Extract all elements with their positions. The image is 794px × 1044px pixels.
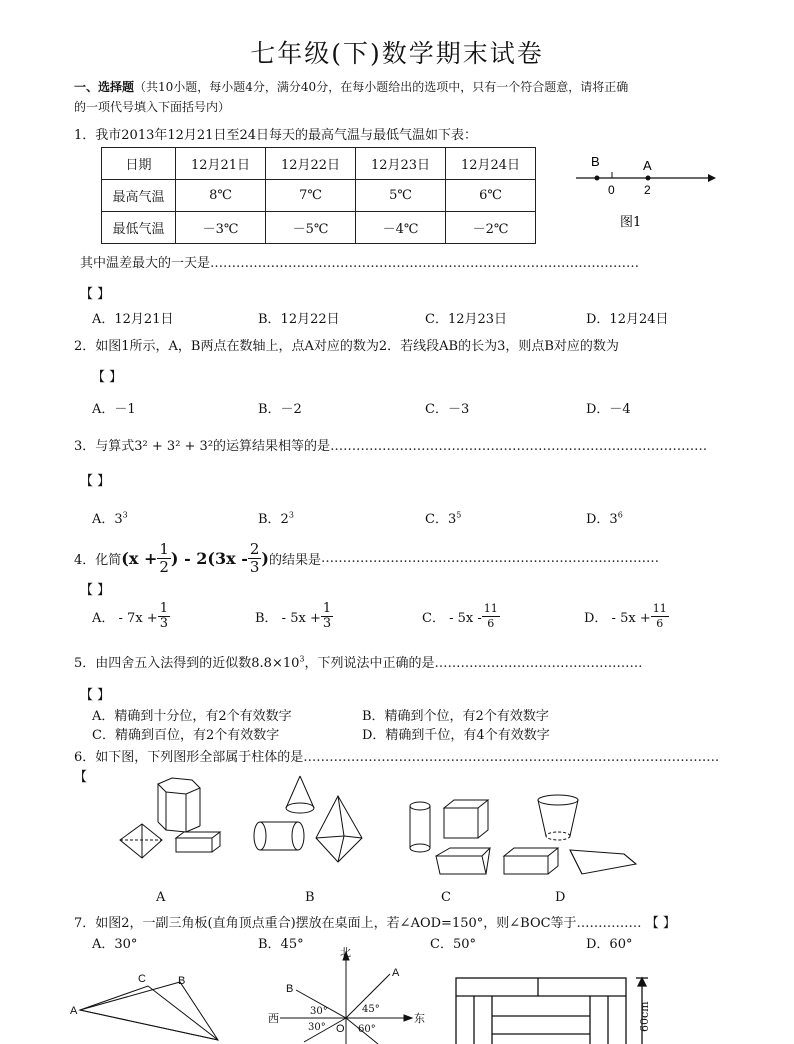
q4-option-b-text: B． - 5x + [255, 611, 321, 626]
table-cell: 最低气温 [102, 212, 176, 244]
fig3-label-o: O [336, 1023, 345, 1035]
q5-bracket: 【 】 [80, 688, 111, 703]
q6-solids-figure [110, 770, 650, 905]
q3-option-b-text: B．2 [258, 512, 289, 527]
q4-option-a-frac [158, 602, 170, 631]
q3-stem-post: 的运算结果相等的是 [213, 439, 331, 454]
q4-expr-c: ) [261, 549, 269, 568]
leader-dots: ………………………………………… [434, 656, 643, 671]
pyramid-icon [120, 824, 162, 858]
q5-exponent: 3 [299, 654, 305, 664]
q4-stem-post: 的结果是 [268, 553, 321, 568]
q4-option-a-text: A． - 7x + [92, 611, 158, 626]
table-cell: 6℃ [446, 180, 536, 212]
q1-option-a[interactable]: A．12月21日 [92, 312, 174, 327]
figure-4-rect-pattern [452, 974, 652, 1044]
q4-option-a[interactable] [92, 602, 170, 631]
section-instructions [74, 78, 628, 95]
q3-option-b[interactable] [258, 508, 294, 527]
fig3-angle-45: 45° [362, 1004, 380, 1015]
leader-dots: …………… [576, 916, 642, 931]
q4-option-b[interactable] [255, 602, 333, 631]
q7-stem [74, 912, 676, 931]
q3-bracket: 【 】 [80, 474, 111, 489]
q3-option-a-text: A．3 [92, 512, 123, 527]
fig3-label-b: B [286, 983, 294, 995]
q4-frac-2 [248, 541, 262, 576]
octahedron-icon [316, 796, 362, 862]
q3-option-a[interactable] [92, 508, 128, 527]
fig3-angle-30b: 30° [308, 1022, 326, 1033]
q1-option-b[interactable]: B．12月22日 [258, 312, 340, 327]
q4-frac-1 [157, 541, 171, 576]
frac-denominator: 3 [159, 616, 168, 631]
triangular-prism-icon [436, 848, 490, 874]
fig3-west: 西 [268, 1012, 279, 1025]
fig1-label-a: A [643, 158, 652, 173]
frustum-icon [538, 795, 578, 840]
q4-option-c-text: C． - 5x - [422, 611, 482, 626]
frac-denominator: 3 [249, 558, 260, 576]
figure-3-compass [266, 946, 436, 1044]
q4-expr-a: (x + [121, 549, 158, 568]
q3-expression: 3² + 3² + 3² [134, 439, 214, 454]
table-cell: －3℃ [176, 212, 266, 244]
table-cell: 12月22日 [266, 148, 356, 180]
q1-tail-text: 其中温差最大的一天是 [80, 256, 211, 271]
cuboid-icon [504, 848, 558, 874]
q3-stem-pre: 3．与算式 [74, 439, 135, 454]
fig3-east: 东 [414, 1012, 425, 1025]
q4-expr-b: ) - 2(3x - [170, 549, 248, 568]
q7-option-d[interactable]: D．60° [586, 937, 633, 952]
table-row [102, 212, 536, 244]
q5-stem [74, 652, 643, 671]
section-instr-line2: 的一项代号填入下面括号内） [74, 100, 231, 114]
cuboid-icon [176, 832, 220, 852]
leader-dots: …………………………………………………………………… [321, 551, 659, 566]
q3-option-d[interactable] [586, 508, 623, 527]
frac-numerator: 1 [322, 601, 332, 616]
fig2-label-a: A [70, 1005, 78, 1017]
q4-option-b-frac [321, 602, 333, 631]
fig3-north: 北 [340, 946, 351, 959]
q4-option-d-frac [651, 602, 669, 631]
fig3-angle-30a: 30° [310, 1006, 328, 1017]
q5-stem-post: ，下列说法中正确的是 [304, 656, 435, 671]
hexagonal-prism-icon [158, 778, 200, 832]
fig3-angle-60: 60° [358, 1024, 376, 1035]
q4-option-c-frac [482, 602, 500, 631]
q4-stem-pre: 4．化简 [74, 553, 122, 568]
table-cell: －2℃ [446, 212, 536, 244]
q3-option-c-exp: 5 [456, 510, 462, 520]
temperature-table [101, 147, 536, 244]
q5-number: 8.8×10 [251, 656, 300, 671]
frac-denominator: 6 [487, 617, 495, 630]
table-cell: 5℃ [356, 180, 446, 212]
q5-option-a[interactable]: A．精确到十分位，有2个有效数字 [92, 709, 292, 724]
frac-numerator: 2 [249, 540, 260, 558]
q3-option-d-text: D．3 [586, 512, 618, 527]
q5-option-d[interactable]: D．精确到千位，有4个有效数字 [362, 728, 550, 743]
table-cell: 7℃ [266, 180, 356, 212]
q1-stem: 1．我市2013年12月21日至24日每天的最高气温与最低气温如下表： [74, 128, 477, 143]
fig1-caption: 图1 [620, 215, 642, 230]
q6-label-c[interactable]: C [441, 890, 451, 905]
figure-2-triangle-boards [68, 966, 258, 1044]
fig1-label-2: 2 [644, 183, 651, 197]
frac-numerator: 11 [652, 602, 667, 615]
frac-denominator: 2 [159, 558, 169, 576]
q7-option-b[interactable]: B．45° [258, 937, 304, 952]
q7-stem-text: 7．如图2，一副三角板(直角顶点重合)摆放在桌面上，若∠AOD=150°，则∠BOC等于 [74, 916, 577, 931]
q6-label-b[interactable]: B [305, 890, 315, 905]
fig4-dimension: 60cm [638, 1001, 651, 1032]
q4-option-d[interactable] [584, 602, 669, 631]
frac-numerator: 11 [483, 602, 498, 615]
section-instr-line1: （共10小题，每小题4分，满分40分，在每小题给出的选项中，只有一个符合题意，请将正确 [134, 80, 629, 94]
q1-option-c[interactable]: C．12月23日 [425, 312, 508, 327]
figure-1-number-line [570, 150, 720, 230]
table-cell: 12月21日 [176, 148, 266, 180]
cube-icon [444, 800, 488, 838]
q2-option-a[interactable]: A．－1 [92, 402, 136, 417]
frac-denominator: 6 [656, 617, 664, 630]
q3-option-c-text: C．3 [425, 512, 457, 527]
table-cell: 8℃ [176, 180, 266, 212]
q7-option-a[interactable]: A．30° [92, 937, 138, 952]
q5-stem-pre: 5．由四舍五入法得到的近似数 [74, 656, 252, 671]
page-title: 七年级(下)数学期末试卷 [250, 39, 544, 68]
q1-option-d[interactable]: D．12月24日 [586, 312, 669, 327]
q6-stem-text: 6．如下图，下列图形全部属于柱体的是 [74, 750, 304, 765]
q4-stem [74, 541, 659, 576]
cylinder-icon [254, 822, 304, 850]
q3-option-a-exp: 3 [122, 510, 128, 520]
q7-option-c[interactable]: C．50° [430, 937, 476, 952]
q6-stem [74, 746, 719, 765]
q5-option-b[interactable]: B．精确到个位，有2个有效数字 [362, 709, 549, 724]
table-cell: 12月24日 [446, 148, 536, 180]
table-cell: －4℃ [356, 212, 446, 244]
leader-dots: ……………………………………………………………………………………… [210, 256, 640, 271]
q3-option-d-exp: 6 [617, 510, 623, 520]
table-cell: 日期 [102, 148, 176, 180]
q3-option-c[interactable] [425, 508, 461, 527]
q5-option-c[interactable]: C．精确到百位，有2个有效数字 [92, 728, 280, 743]
table-cell: －5℃ [266, 212, 356, 244]
q6-bracket: 【 [74, 770, 88, 785]
q6-label-a[interactable]: A [156, 890, 166, 905]
table-cell: 12月23日 [356, 148, 446, 180]
cone-icon [286, 776, 314, 813]
fig2-label-b: B [178, 975, 186, 987]
frac-numerator: 1 [159, 601, 168, 616]
section-heading: 一、选择题 [74, 80, 135, 94]
q4-option-c[interactable] [422, 602, 500, 631]
q2-option-d[interactable]: D．－4 [586, 402, 631, 417]
frac-denominator: 3 [322, 616, 332, 631]
table-header-row [102, 148, 536, 180]
fig1-label-b: B [591, 154, 600, 169]
q6-label-d[interactable]: D [555, 890, 566, 905]
table-cell: 最高气温 [102, 180, 176, 212]
frac-numerator: 1 [159, 540, 169, 558]
q2-option-c[interactable]: C．－3 [425, 402, 470, 417]
fig1-label-0: 0 [608, 183, 615, 197]
q1-tail [80, 252, 639, 271]
q2-bracket: 【 】 [92, 370, 123, 385]
leader-dots: …………………………………………………………………………………… [303, 750, 720, 765]
cylinder-icon [410, 802, 430, 852]
triangular-prism-icon [570, 850, 636, 874]
q1-bracket: 【 】 [80, 287, 111, 302]
q3-option-b-exp: 3 [288, 510, 294, 520]
q7-bracket: 【 】 [645, 916, 676, 931]
q2-option-b[interactable]: B．－2 [258, 402, 302, 417]
fig3-label-a: A [392, 967, 400, 979]
table-row [102, 180, 536, 212]
leader-dots: …………………………………………………………………………… [330, 439, 708, 454]
q4-bracket: 【 】 [80, 583, 111, 598]
fig2-label-c: C [138, 973, 146, 985]
q4-option-d-text: D． - 5x + [584, 611, 651, 626]
q2-stem: 2．如图1所示，A，B两点在数轴上，点A对应的数为2．若线段AB的长为3，则点B对应的数为 [74, 339, 619, 354]
q3-stem [74, 435, 707, 454]
